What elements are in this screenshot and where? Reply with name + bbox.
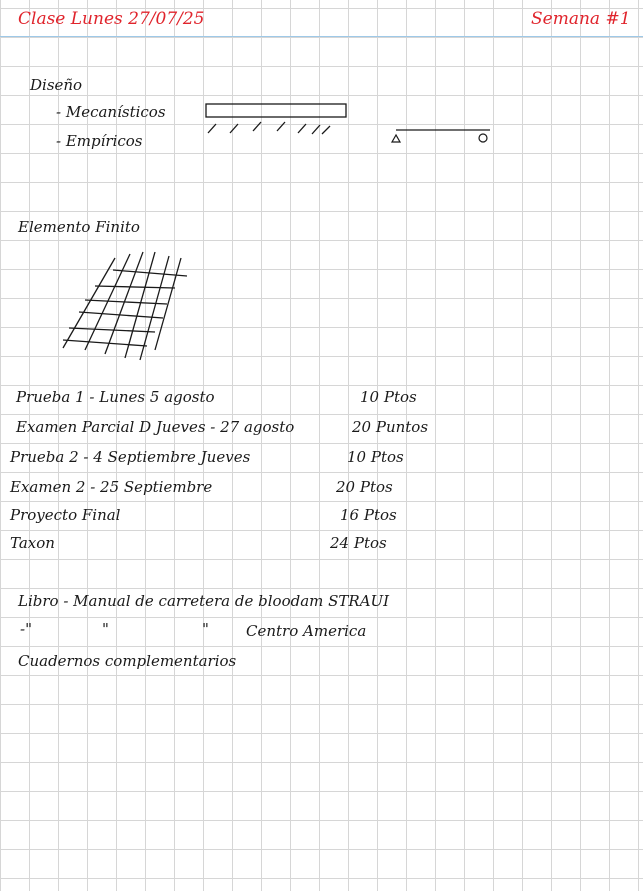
beam-on-soil-sketch bbox=[200, 100, 350, 140]
finite-element-mesh-sketch bbox=[55, 250, 195, 365]
libro-line-3: Cuadernos complementarios bbox=[18, 652, 237, 670]
diseno-heading: Diseño bbox=[30, 76, 83, 94]
evaluacion-label-1: Prueba 1 - Lunes 5 agosto bbox=[16, 388, 215, 406]
evaluacion-points-5: 16 Ptos bbox=[340, 506, 397, 524]
libro-ditto-2: " bbox=[102, 620, 109, 638]
libro-line-1: Libro - Manual de carretera de bloodam STRAUI bbox=[18, 592, 390, 610]
simply-supported-beam-sketch bbox=[390, 122, 495, 148]
evaluacion-points-6: 24 Ptos bbox=[330, 534, 387, 552]
elemento-finito-heading: Elemento Finito bbox=[18, 218, 140, 236]
evaluacion-label-5: Proyecto Final bbox=[10, 506, 121, 524]
libro-line-2: Centro America bbox=[246, 622, 367, 640]
week-label: Semana #1 bbox=[531, 9, 631, 29]
libro-ditto-1: -" bbox=[20, 620, 32, 638]
page-title: Clase Lunes 27/07/25 bbox=[18, 9, 205, 29]
evaluacion-points-1: 10 Ptos bbox=[360, 388, 417, 406]
evaluacion-points-2: 20 Puntos bbox=[352, 418, 429, 436]
evaluacion-label-6: Taxon bbox=[10, 534, 55, 552]
diseno-item-empiricos: - Empíricos bbox=[56, 132, 143, 150]
evaluacion-points-4: 20 Ptos bbox=[336, 478, 393, 496]
evaluacion-label-3: Prueba 2 - 4 Septiembre Jueves bbox=[10, 448, 251, 466]
header-rule bbox=[0, 36, 643, 37]
evaluacion-points-3: 10 Ptos bbox=[347, 448, 404, 466]
evaluacion-label-4: Examen 2 - 25 Septiembre bbox=[10, 478, 213, 496]
libro-ditto-3: " bbox=[202, 620, 209, 638]
diseno-item-mecanisticos: - Mecanísticos bbox=[56, 103, 166, 121]
evaluacion-label-2: Examen Parcial D Jueves - 27 agosto bbox=[16, 418, 295, 436]
